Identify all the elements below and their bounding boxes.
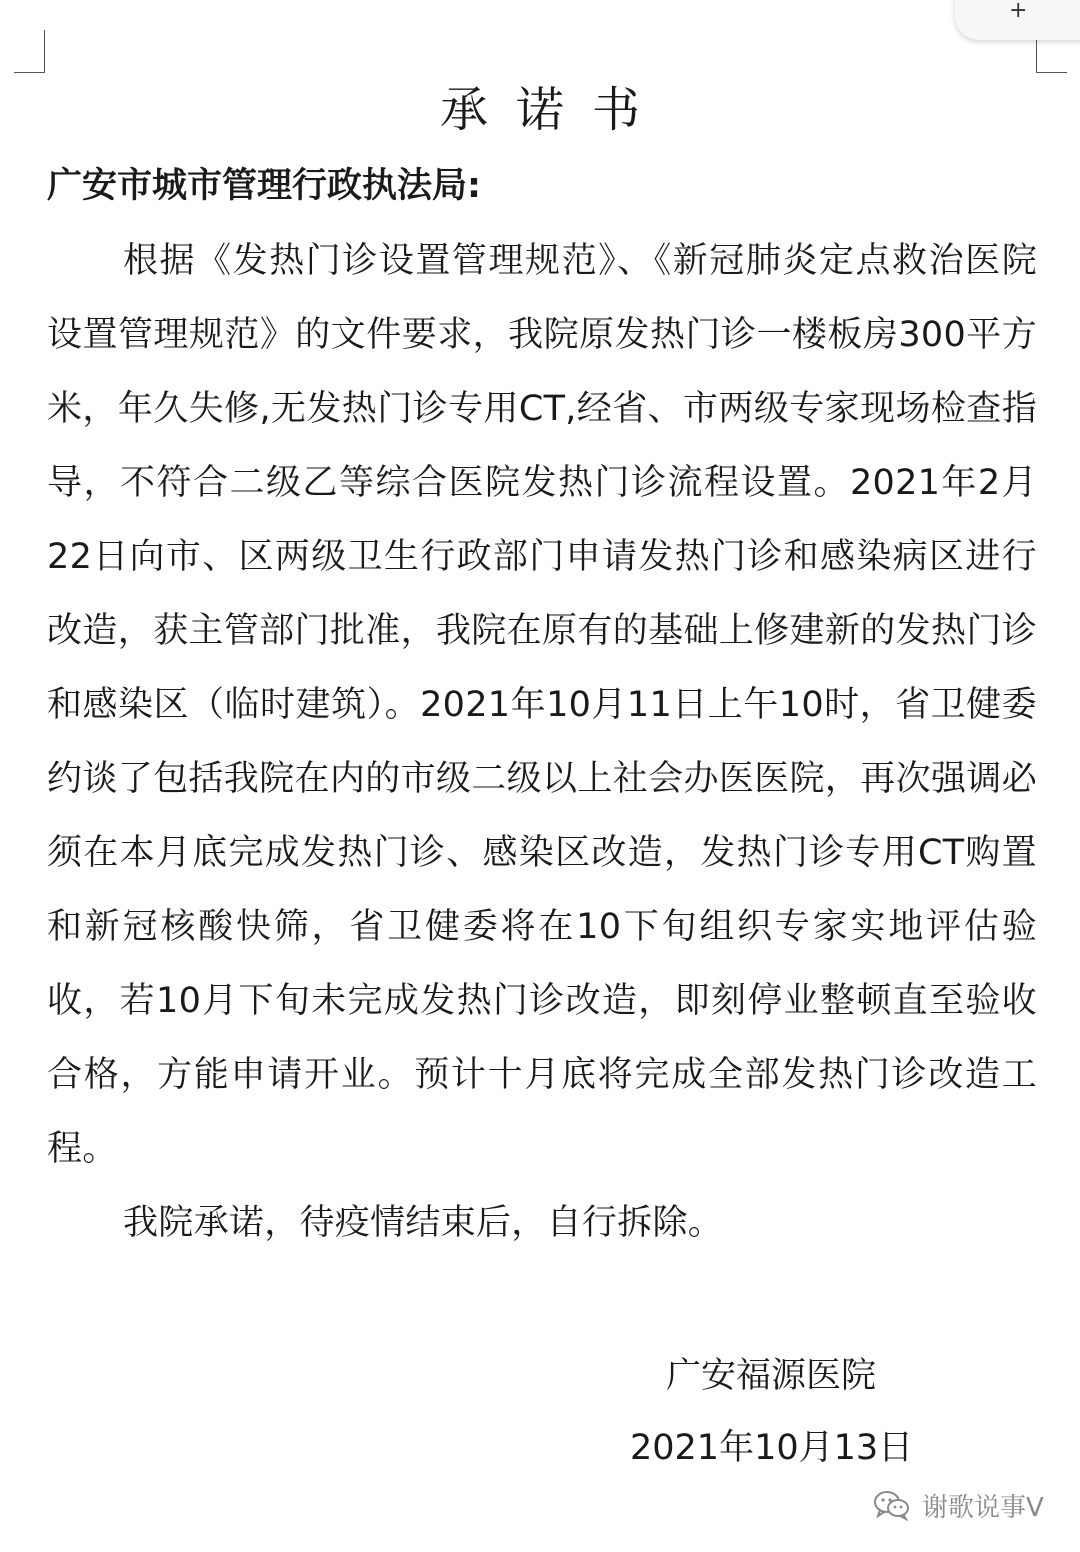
addressee: 广安市城市管理行政执法局: — [47, 166, 481, 206]
document-body — [47, 224, 1037, 1260]
plus-icon: + — [1009, 0, 1028, 23]
signer-name: 广安福源医院 — [666, 1356, 877, 1396]
wechat-icon — [872, 1489, 912, 1521]
watermark-text: 谢歌说事V — [922, 1492, 1044, 1523]
floating-add-button[interactable] — [955, 0, 1080, 40]
crop-mark-top-left — [14, 30, 45, 73]
watermark — [872, 1488, 1044, 1522]
body-paragraph: 根据《发热门诊设置管理规范》、《新冠肺炎定点救治医院设置管理规范》的文件要求，我院原发热门诊一楼板房300平方米，年久失修,无发热门诊专用CT,经省、市两级专家现场检查指导，不符合二级乙等综合医院发热门诊流程设置。2021年2月22日向市、区两级卫生行政部门申请发热门诊和感染病区进行改造，获主管部门批准，我院在原有的基础上修建新的发热门诊和感染区（临时建筑）。2021年10月11日上午10时，省卫健委约谈了包括我院在内的市级二级以上社会办医医院，再次强调必须在本月底完成发热门诊、感染区改造，发热门诊专用CT购置和新冠核酸快筛，省卫健委将在10下旬组织专家实地评估验收，若10月下旬未完成发热门诊改造，即刻停业整顿直至验收合格，方能申请开业。预计十月底将完成全部发热门诊改造工程。 — [47, 241, 1037, 1169]
signature-date: 2021年10月13日 — [630, 1428, 914, 1468]
body-paragraph: 我院承诺，待疫情结束后，自行拆除。 — [123, 1203, 724, 1243]
document-title: 承诺书 — [439, 82, 668, 138]
